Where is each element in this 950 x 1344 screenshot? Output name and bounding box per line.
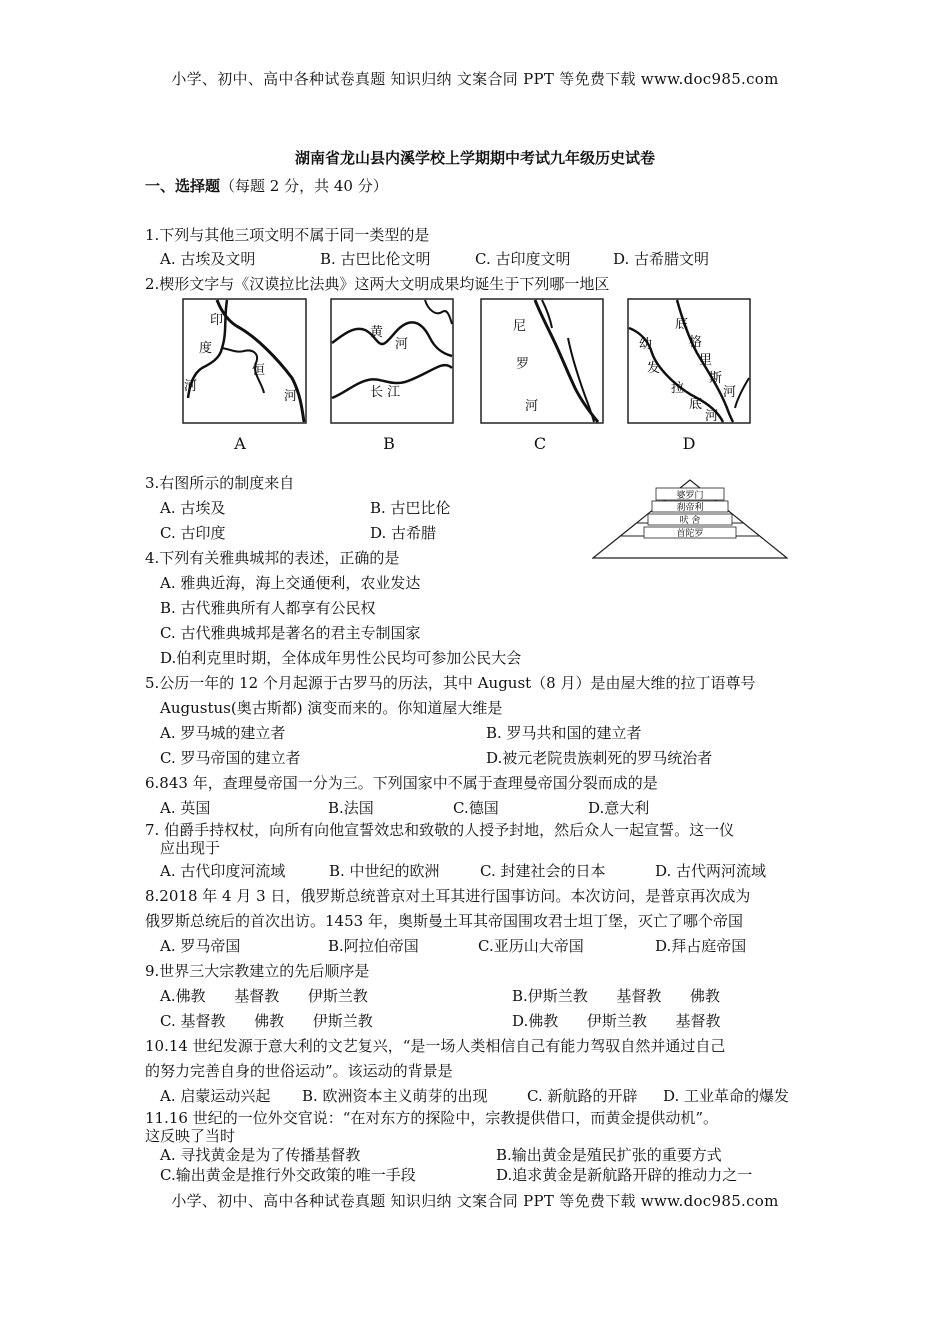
map-b-caption: B bbox=[383, 434, 395, 453]
map-a-label-3: 河 bbox=[184, 379, 198, 394]
q3-option-a: A. 古埃及 bbox=[160, 499, 226, 517]
map-d-label-4: 斯 bbox=[709, 371, 723, 386]
map-d-label-6: 幼 bbox=[639, 337, 653, 352]
q10-stem-line2: 的努力完善自身的世俗运动”。该运动的背景是 bbox=[145, 1062, 453, 1080]
q7-stem-line2: 应出现于 bbox=[160, 839, 221, 857]
q3-stem: 3.右图所示的制度来自 bbox=[145, 474, 295, 492]
q10-option-b: B. 欧洲资本主义萌芽的出现 bbox=[302, 1087, 488, 1105]
q4-option-a: A. 雅典近海，海上交通便利，农业发达 bbox=[160, 574, 421, 592]
q7-option-b: B. 中世纪的欧洲 bbox=[329, 862, 440, 880]
q7-stem-line1: 7. 伯爵手持权杖，向所有向他宣誓效忠和致敬的人授予封地，然后众人一起宣誓。这一仪 bbox=[145, 821, 735, 839]
q7-option-a: A. 古代印度河流域 bbox=[160, 862, 286, 880]
q5-option-c: C. 罗马帝国的建立者 bbox=[160, 749, 301, 767]
map-d-label-2: 格 bbox=[689, 335, 703, 350]
map-d-label-1: 底 bbox=[675, 317, 689, 332]
q6-option-b: B.法国 bbox=[328, 799, 374, 817]
q1-option-b: B. 古巴比伦文明 bbox=[320, 250, 431, 268]
q6-option-d: D.意大利 bbox=[588, 799, 650, 817]
pyramid-level-3: 吠 舍 bbox=[679, 516, 701, 526]
map-a-label-5: 河 bbox=[284, 389, 298, 404]
map-c-label-1: 尼 bbox=[513, 319, 527, 334]
map-b-yellow-yangtze bbox=[330, 298, 454, 424]
map-a-label-1: 印 bbox=[210, 313, 224, 328]
q11-option-c: C.输出黄金是推行外交政策的唯一手段 bbox=[160, 1166, 416, 1184]
map-a-label-4: 恒 bbox=[252, 363, 266, 378]
q4-option-c: C. 古代雅典城邦是著名的君主专制国家 bbox=[160, 624, 421, 642]
map-c-caption: C bbox=[533, 434, 547, 453]
q6-option-a: A. 英国 bbox=[160, 799, 211, 817]
map-c-label-3: 河 bbox=[525, 399, 539, 414]
q10-stem-line1: 10.14 世纪发源于意大利的文艺复兴，“是一场人类相信自己有能力驾驭自然并通过自己 bbox=[145, 1037, 726, 1055]
q5-stem-line2: Augustus(奥古斯都) 演变而来的。你知道屋大维是 bbox=[160, 699, 503, 717]
q11-stem-line2: 这反映了当时 bbox=[145, 1127, 236, 1145]
q8-stem-line1: 8.2018 年 4 月 3 日，俄罗斯总统普京对土耳其进行国事访问。本次访问，是普京再次成为 bbox=[145, 887, 751, 905]
map-d-label-7: 发 bbox=[647, 361, 661, 376]
q8-option-b: B.阿拉伯帝国 bbox=[328, 937, 419, 955]
q8-option-c: C.亚历山大帝国 bbox=[478, 937, 584, 955]
q11-option-a: A. 寻找黄金是为了传播基督教 bbox=[160, 1146, 361, 1164]
q5-option-a: A. 罗马城的建立者 bbox=[160, 724, 286, 742]
page-header: 小学、初中、高中各种试卷真题 知识归纳 文案合同 PPT 等免费下载 www.doc985.com bbox=[171, 70, 779, 88]
q11-option-b: B.输出黄金是殖民扩张的重要方式 bbox=[496, 1146, 722, 1164]
q4-stem: 4.下列有关雅典城邦的表述，正确的是 bbox=[145, 549, 400, 567]
pyramid-level-4: 首陀罗 bbox=[676, 529, 704, 539]
q8-option-d: D.拜占庭帝国 bbox=[655, 937, 747, 955]
map-a-caption: A bbox=[234, 434, 246, 453]
q1-stem: 1.下列与其他三项文明不属于同一类型的是 bbox=[145, 226, 430, 244]
q9-stem: 9.世界三大宗教建立的先后顺序是 bbox=[145, 962, 370, 980]
map-b-label-2: 河 bbox=[395, 337, 409, 352]
q7-option-d: D. 古代两河流域 bbox=[655, 862, 767, 880]
map-d-label-9: 底 bbox=[689, 397, 703, 412]
page-footer: 小学、初中、高中各种试卷真题 知识归纳 文案合同 PPT 等免费下载 www.doc985.com bbox=[171, 1192, 779, 1210]
q9-option-d: D.佛教 伊斯兰教 基督教 bbox=[512, 1012, 721, 1030]
q8-option-a: A. 罗马帝国 bbox=[160, 937, 241, 955]
q3-option-b: B. 古巴比伦 bbox=[370, 499, 451, 517]
q11-option-d: D.追求黄金是新航路开辟的推动力之一 bbox=[496, 1166, 753, 1184]
q10-option-c: C. 新航路的开辟 bbox=[527, 1087, 638, 1105]
caste-pyramid bbox=[592, 478, 788, 560]
q1-option-c: C. 古印度文明 bbox=[475, 250, 571, 268]
map-d-tigris-euphrates bbox=[627, 298, 751, 424]
map-b-label-1: 黄 bbox=[370, 325, 384, 340]
q4-option-d: D.伯利克里时期，全体成年男性公民均可参加公民大会 bbox=[160, 649, 522, 667]
map-d-caption: D bbox=[682, 434, 696, 453]
exam-title: 湖南省龙山县内溪学校上学期期中考试九年级历史试卷 bbox=[294, 149, 655, 167]
map-d-label-8: 拉 bbox=[671, 381, 685, 396]
map-d-label-5: 河 bbox=[723, 385, 737, 400]
section-heading: 一、选择题（每题 2 分，共 40 分） bbox=[145, 177, 388, 195]
map-c-label-2: 罗 bbox=[516, 357, 530, 372]
q9-option-b: B.伊斯兰教 基督教 佛教 bbox=[512, 987, 721, 1005]
q3-option-d: D. 古希腊 bbox=[370, 524, 437, 542]
pyramid-level-1: 婆罗门 bbox=[676, 491, 704, 501]
q1-option-a: A. 古埃及文明 bbox=[160, 250, 256, 268]
map-c-nile bbox=[480, 298, 604, 424]
q4-option-b: B. 古代雅典所有人都享有公民权 bbox=[160, 599, 376, 617]
q5-option-d: D.被元老院贵族刺死的罗马统治者 bbox=[486, 749, 713, 767]
q6-stem: 6.843 年，查理曼帝国一分为三。下列国家中不属于查理曼帝国分裂而成的是 bbox=[145, 774, 658, 792]
map-b-label-3: 长 江 bbox=[370, 385, 401, 400]
q10-option-a: A. 启蒙运动兴起 bbox=[160, 1087, 271, 1105]
q3-option-c: C. 古印度 bbox=[160, 524, 226, 542]
q5-stem-line1: 5.公历一年的 12 个月起源于古罗马的历法，其中 August（8 月）是由屋大维的拉丁语尊号 bbox=[145, 674, 756, 692]
q2-stem: 2.楔形文字与《汉谟拉比法典》这两大文明成果均诞生于下列哪一地区 bbox=[145, 275, 610, 293]
map-a-indus-ganges bbox=[182, 298, 307, 424]
q9-option-a: A.佛教 基督教 伊斯兰教 bbox=[160, 987, 368, 1005]
q1-option-d: D. 古希腊文明 bbox=[613, 250, 710, 268]
pyramid-level-2: 刹帝利 bbox=[676, 503, 704, 513]
q5-option-b: B. 罗马共和国的建立者 bbox=[486, 724, 642, 742]
q6-option-c: C.德国 bbox=[453, 799, 499, 817]
map-d-label-3: 里 bbox=[699, 353, 713, 368]
q9-option-c: C. 基督教 佛教 伊斯兰教 bbox=[160, 1012, 373, 1030]
q10-option-d: D. 工业革命的爆发 bbox=[663, 1087, 790, 1105]
q8-stem-line2: 俄罗斯总统后的首次出访。1453 年，奥斯曼土耳其帝国围攻君士坦丁堡，灭亡了哪个帝国 bbox=[145, 912, 743, 930]
q7-option-c: C. 封建社会的日本 bbox=[480, 862, 606, 880]
map-d-label-10: 河 bbox=[705, 409, 719, 424]
map-a-label-2: 度 bbox=[199, 341, 213, 356]
q11-stem-line1: 11.16 世纪的一位外交官说：“在对东方的探险中，宗教提供借口，而黄金提供动机”。 bbox=[145, 1109, 719, 1127]
